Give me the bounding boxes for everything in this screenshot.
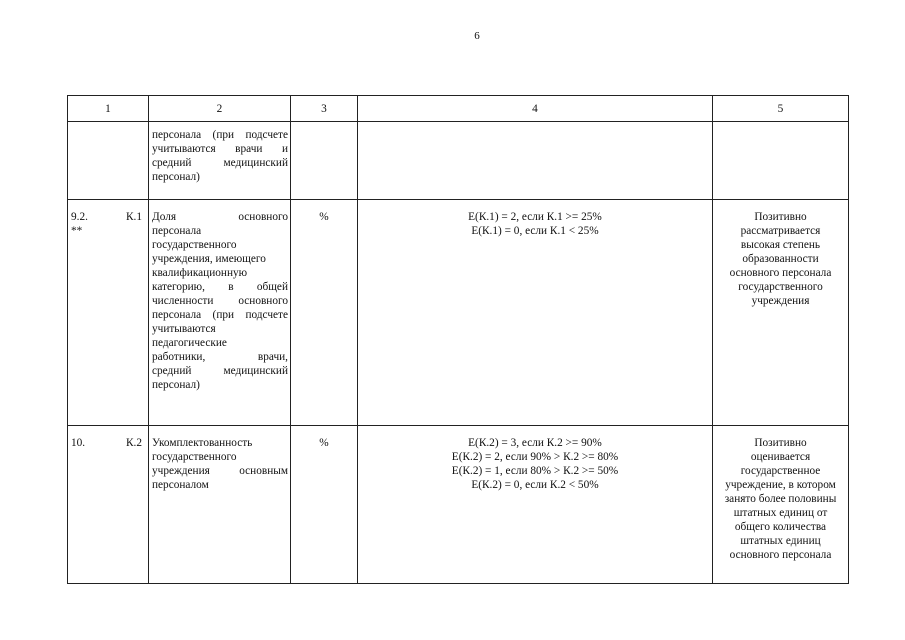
- indicator-line: работники, врачи,: [152, 351, 288, 363]
- table-row-continuation: [68, 122, 849, 200]
- row-number: 9.2.: [71, 211, 88, 223]
- comment-line: учреждение, в котором: [725, 479, 836, 491]
- indicator-line: учитываются врачи и: [152, 143, 288, 155]
- comment-line: рассматривается: [740, 225, 821, 237]
- row-code: К.2: [125, 437, 142, 449]
- comment-line: общего количества: [734, 521, 827, 533]
- cell-number: [68, 426, 149, 584]
- header-col-4: 4: [358, 96, 713, 122]
- indicator-line: государственного: [152, 239, 237, 251]
- indicator-line: персоналом: [152, 479, 209, 491]
- cell-number: [68, 200, 149, 426]
- cell-unit: [291, 200, 358, 426]
- indicator-line: средний медицинский: [152, 157, 288, 169]
- formula-line: Е(К.2) = 2, если 90% > К.2 >= 80%: [451, 451, 619, 463]
- indicator-line: средний медицинский: [152, 365, 288, 377]
- unit-label: %: [319, 437, 329, 449]
- formula-line: Е(К.2) = 3, если К.2 >= 90%: [468, 437, 602, 449]
- row-code: К.1: [125, 211, 142, 223]
- comment-line: государственного: [738, 281, 823, 293]
- comment-line: Позитивно: [754, 211, 807, 223]
- indicator-line: педагогические: [152, 337, 227, 349]
- cell-comment: [713, 122, 849, 200]
- formula-line: Е(К.2) = 0, если К.2 < 50%: [471, 479, 599, 491]
- table-row: [68, 200, 849, 426]
- formula-line: Е(К.1) = 0, если К.1 < 25%: [471, 225, 599, 237]
- indicator-line: категорию, в общей: [152, 281, 288, 293]
- comment-line: занято более половины: [724, 493, 837, 505]
- indicator-line: Доля основного: [152, 211, 288, 223]
- comment-line: штатных единиц от: [733, 507, 828, 519]
- indicator-line: квалификационную: [152, 267, 248, 279]
- cell-formula: [358, 426, 713, 584]
- comment-line: оценивается: [750, 451, 811, 463]
- row-footnote-marker: **: [71, 225, 83, 237]
- indicator-line: персонал): [152, 171, 200, 183]
- comment-line: штатных единиц: [740, 535, 821, 547]
- comment-line: учреждения: [751, 295, 810, 307]
- cell-number: [68, 122, 149, 200]
- comment-line: образованности: [742, 253, 819, 265]
- indicator-line: государственного: [152, 451, 237, 463]
- comment-line: Позитивно: [754, 437, 807, 449]
- formula-line: Е(К.2) = 1, если 80% > К.2 >= 50%: [451, 465, 619, 477]
- indicator-line: персонала (при подсчете: [152, 129, 288, 141]
- indicator-line: численности основного: [152, 295, 288, 307]
- cell-formula: [358, 122, 713, 200]
- cell-comment: [713, 426, 849, 584]
- table-row: [68, 426, 849, 584]
- cell-indicator: [149, 426, 291, 584]
- cell-comment: [713, 200, 849, 426]
- header-col-1: 1: [68, 96, 149, 122]
- row-number: 10.: [71, 437, 86, 449]
- cell-indicator: [149, 200, 291, 426]
- indicator-line: персонала (при подсчете: [152, 309, 288, 321]
- indicator-line: Укомплектованность: [152, 437, 253, 449]
- cell-unit: [291, 122, 358, 200]
- page-number: 6: [474, 30, 480, 42]
- cell-unit: [291, 426, 358, 584]
- indicator-line: учитываются: [152, 323, 216, 335]
- unit-label: %: [319, 211, 329, 223]
- table-header-row: [68, 96, 849, 122]
- indicator-line: персонал): [152, 379, 200, 391]
- criteria-table: [67, 95, 849, 584]
- formula-line: Е(К.1) = 2, если К.1 >= 25%: [468, 211, 602, 223]
- indicator-line: учреждения, имеющего: [152, 253, 266, 265]
- indicator-line: персонала: [152, 225, 202, 237]
- comment-line: основного персонала: [729, 549, 832, 561]
- header-col-3: 3: [291, 96, 358, 122]
- header-col-2: 2: [149, 96, 291, 122]
- cell-indicator: [149, 122, 291, 200]
- comment-line: высокая степень: [740, 239, 821, 251]
- header-col-5: 5: [713, 96, 849, 122]
- comment-line: основного персонала: [729, 267, 832, 279]
- indicator-line: учреждения основным: [152, 465, 288, 477]
- cell-formula: [358, 200, 713, 426]
- comment-line: государственное: [740, 465, 821, 477]
